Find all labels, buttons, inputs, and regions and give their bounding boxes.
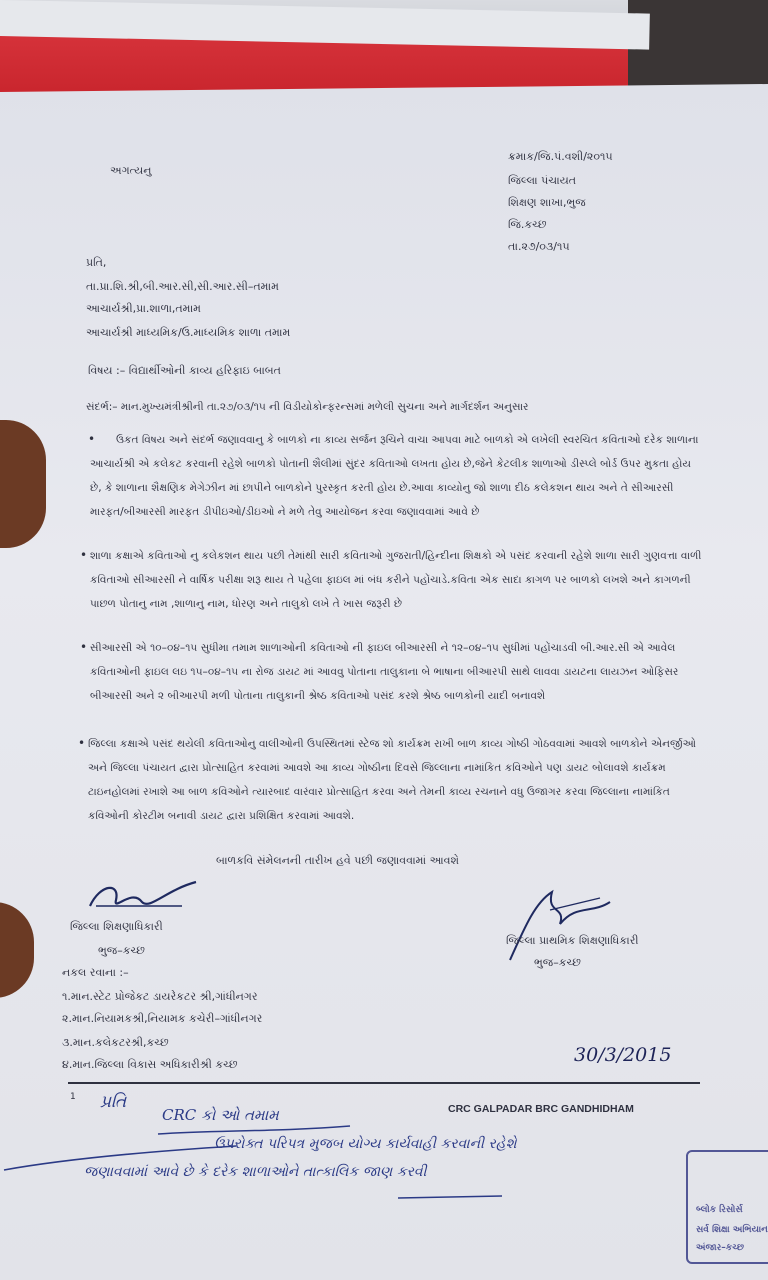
footer-rule: [68, 1082, 700, 1084]
bullet-icon: •: [80, 548, 88, 562]
office-stamp: [686, 1150, 768, 1264]
copy-item: ૧.માન.સ્ટેટ પ્રોજેકટ ડાયરેકટર શ્રી,ગાંધીનગર: [62, 990, 258, 1003]
bullet-icon: •: [88, 432, 96, 446]
handwritten-stroke: [0, 1140, 240, 1180]
handwritten-line-3: ઉપરોક્ત પરિપત્ર મુજબ યોગ્ય કાર્યવાહી કરવાની રહેશે: [214, 1136, 517, 1152]
letter-date: તા.૨૭/૦૩/૧૫: [508, 240, 570, 253]
reference-line: સંદર્ભ:– માન.મુખ્યમંત્રીશ્રીની તા.૨૭/૦૩/૧૫ ની વિડીયોકોન્ફરન્સમાં મળેલી સુચના અને માર્ગદર્શન અનુસાર: [86, 401, 529, 413]
handwritten-prati: પ્રતિ: [100, 1092, 127, 1112]
subject-line: વિષય :– વિદ્યાર્થીઓની કાવ્ય હરિફાઇ બાબત: [88, 364, 281, 377]
office-line-1: જિલ્લા પંચાયત: [508, 174, 577, 187]
crc-stamp: CRC GALPADAR BRC GANDHIDHAM: [448, 1103, 634, 1115]
paragraph-3: સીઆરસી એ ૧૦–૦૪–૧૫ સુધીમા તમામ શાળાઓની કવિતાઓ ની ફાઇલ બીઆરસી ને ૧૨–૦૪–૧૫ સુધીમાં પહોંચાડવી બી.આર.સી એ આવેલ કવિતાઓની ફાઇલ લઇ ૧૫–૦૪–૧૫ ના રોજ ડાયટ માં આવવુ પોતાના તાલુકાના બે ભાષાના બીઆરપી સાથે લાવવા ડાયટના લાયઝન ઓફિસર બીઆરસી અને ૨ બીઆરપી મળી પોતાના તાલુકાની શ્રેષ્ઠ કવિતાઓ પસંદ કરશે શ્રેષ્ઠ બાળકોની યાદી બનાવશે: [90, 642, 679, 702]
bullet-icon: •: [80, 640, 88, 654]
copy-item: ૨.માન.નિયામકશ્રી,નિયામક કચેરી–ગાંધીનગર: [62, 1012, 263, 1025]
right-signature: [506, 884, 616, 964]
copy-item: ૪.માન.જિલ્લા વિકાસ અધિકારીશ્રી કચ્છ: [62, 1058, 238, 1071]
paragraph-4: જિલ્લા કક્ષાએ પસંદ થયેલી કવિતાઓનુ વાલીઓની ઉપસ્થિતમાં સ્ટેજ શો કાર્યક્રમ રાખી બાળ કાવ્ય ગોષ્ઠી ગોઠવવામાં આવશે બાળકોને એનર્જીઓ અને જિલ્લા પંચાયત દ્વારા પ્રોત્સાહિત કરવામાં આવશે આ કાવ્ય ગોષ્ઠીના દિવસે જિલ્લાના નામાંકિત કવિઓને પણ ડાયટ બોલાવશે કાર્યક્રમ ટાઇનહોલમાં રખાશે આ બાળ કવિઓને ત્યારબાદ વારંવાર પ્રોત્સાહિત કરવા અને તેમની કાવ્ય રચનાને વધુ ઉજાગર કરવા જિલ્લાના નામાંકિત કવિઓની કોરટીમ બનાવી ડાયટ દ્વારા પ્રશિક્ષિત કરવામાં આવશે.: [88, 738, 697, 822]
recipient-line-2: આચાર્યશ્રી,પ્રા.શાળા,તમામ: [86, 302, 201, 315]
importance-label: અગત્યનુ: [110, 164, 152, 177]
paragraph-1: ઉકત વિષય અને સંદર્ભ જણાવવાનુ કે બાળકો ના કાવ્ય સર્જન રૂચિને વાચા આપવા માટે બાળકો એ લખેલી સ્વરચિત કવિતાઓ દરેક શાળાના આચાર્યશ્રી એ કલેકટ કરવાની રહેશે બાળકો પોતાની શૈલીમાં સુંદર કવિતાઓ લખતા હોય છે,જેને કેટલીક શાળાઓ ડીસ્પ્લે બોર્ડ ઉપર મુકતા હોય છે, કે શાળાના શૈક્ષણિક મેગેઝીન માં છાપીને બાળકોને પુરસ્કૃત કરતી હોય છે.આવા કાવ્યોનુ જો શાળા દીઠ કલેકશન થાય અને તે સીઆરસી મારફત/બીઆરસી મારફત ડીપીઇઓ/ડીઇઓ ને મળે તેવુ આયોજન કરવા જણાવવામાં આવે છે: [90, 434, 699, 518]
bullet-icon: •: [78, 736, 86, 750]
copies-title: નકલ રવાના :–: [62, 966, 129, 979]
to-label: પ્રતિ,: [86, 256, 107, 269]
paragraph-2: શાળા કક્ષાએ કવિતાઓ નુ કલેકશન થાય પછી તેમાંથી સારી કવિતાઓ ગુજરાતી/હિન્દીના શિક્ષકો એ પસંદ કરવાની રહેશે શાળા સારી ગુણવત્તા વાળી કવિતાઓ સીઆરસી ને વાર્ષિક પરીક્ષા શરૂ થાય તે પહેલા ફાઇલ માં બંધ કરીને પહોંચાડે.કવિતા એક સાદા કાગળ પર બાળકો લખશે અને કાગળની પાછળ પોતાનુ નામ ,શાળાનુ નામ, ધોરણ અને તાલુકો લખે તે ખાસ જરૂરી છે: [90, 550, 702, 610]
recipient-line-1: તા.પ્રા.શિ.શ્રી,બી.આર.સી,સી.આર.સી–તમામ: [86, 280, 279, 293]
finger-top: [0, 420, 46, 548]
handwritten-underline-2: [396, 1190, 506, 1204]
closing-note: બાળકવિ સંમેલનની તારીખ હવે પછી જણાવવામાં આવશે: [216, 854, 459, 867]
right-signatory-place: ભુજ–કચ્છ: [534, 956, 581, 969]
stamp-line-2: સર્વ શિક્ષા અભિયાન: [696, 1225, 768, 1235]
left-signatory-place: ભુજ–કચ્છ: [98, 944, 145, 957]
stamp-line-3: અંજાર–કચ્છ: [696, 1243, 744, 1253]
stamp-line-1: બ્લોક રિસોર્સ: [696, 1205, 743, 1215]
left-signature: [86, 876, 202, 916]
handwritten-date: 30/3/2015: [574, 1044, 672, 1066]
handwritten-recipient: CRC કો ઓ તમામ: [162, 1106, 279, 1124]
reference-number: ક્રમાક/જિ.પં.વશી/૨૦૧૫: [508, 150, 613, 163]
left-signatory-title: જિલ્લા શિક્ષણાધિકારી: [70, 920, 163, 933]
copy-item: ૩.માન.કલેકટરશ્રી,કચ્છ: [62, 1036, 169, 1049]
page-number: 1: [70, 1092, 76, 1102]
office-line-3: જિ.કચ્છ: [508, 218, 547, 231]
recipient-line-3: આચાર્યશ્રી માધ્યમિક/ઉ.માધ્યમિક શાળા તમામ: [86, 326, 291, 339]
right-signatory-title: જિલ્લા પ્રાથમિક શિક્ષણાધિકારી: [506, 934, 639, 947]
office-line-2: શિક્ષણ શાખા,ભુજ: [508, 196, 586, 209]
handwritten-underline: [154, 1100, 354, 1140]
handwritten-line-4: જણાવવામાં આવે છે કે દરેક શાળાઓને તાત્કાલિક જાણ કરવી: [84, 1164, 427, 1180]
